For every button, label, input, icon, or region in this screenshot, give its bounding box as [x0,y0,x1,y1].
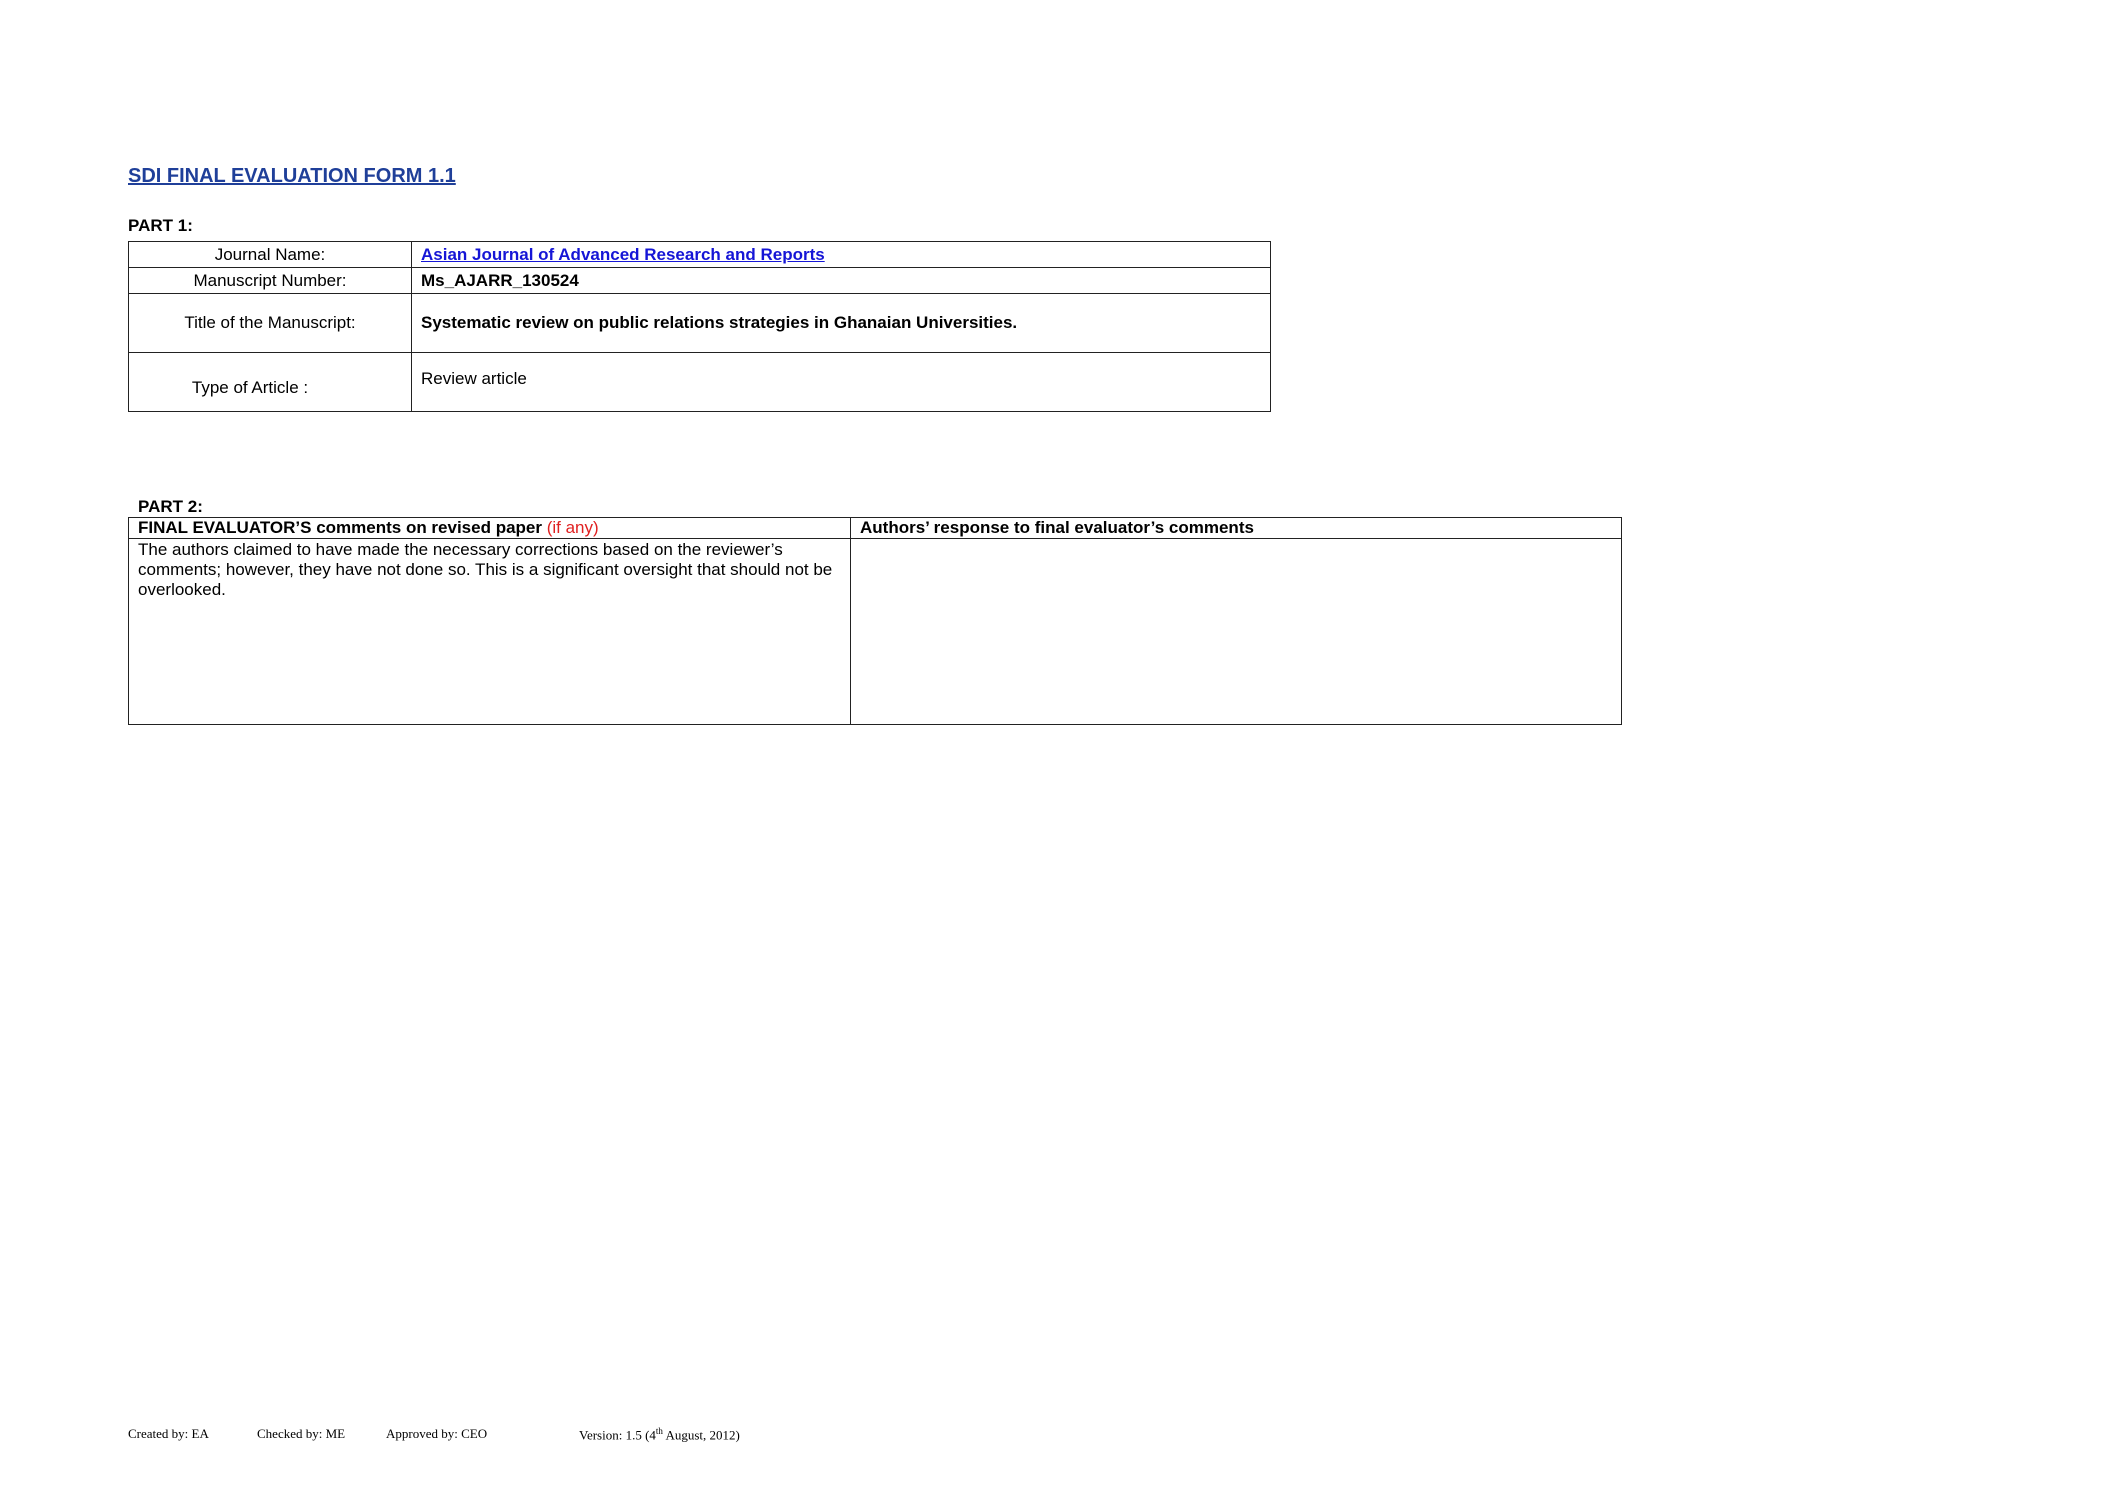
version-suffix: August, 2012) [662,1427,740,1443]
article-type-value: Review article [421,369,527,388]
part2-heading: PART 2: [138,497,203,516]
footer-approved-by: Approved by: CEO [386,1426,488,1441]
comments-body-row [129,539,1622,725]
authors-response-field[interactable] [851,539,1622,725]
manuscript-number-value: Ms_AJARR_130524 [412,268,1271,294]
manuscript-number-label: Manuscript Number: [129,268,412,294]
evaluator-comments-header-text: FINAL EVALUATOR’S comments on revised paper [138,518,547,537]
evaluator-comment-text: The authors claimed to have made the necessary corrections based on the reviewer’s comments; however, they have not done so. This is a significant oversight that should not be overlooked. [129,539,851,725]
version-superscript: th [655,1426,663,1436]
form-title: SDI FINAL EVALUATION FORM 1.1 [128,165,456,187]
manuscript-number-row [129,268,1271,294]
manuscript-title-row [129,294,1271,353]
comments-header-row [129,518,1622,539]
footer-created-by: Created by: EA [128,1426,209,1441]
article-type-row [129,353,1271,412]
footer-checked-by: Checked by: ME [257,1426,346,1441]
journal-name-cell [412,242,1271,268]
authors-response-header: Authors’ response to final evaluator’s comments [851,518,1622,539]
footer-version [579,1426,740,1443]
manuscript-info-table [128,241,1271,412]
journal-name-link[interactable]: Asian Journal of Advanced Research and Reports [421,244,825,264]
journal-name-row [129,242,1271,268]
manuscript-title-value: Systematic review on public relations strategies in Ghanaian Universities. [412,294,1271,353]
journal-name-label: Journal Name: [129,242,412,268]
part1-heading: PART 1: [128,216,193,235]
article-type-value-cell [412,353,1271,412]
article-type-label-cell [129,353,412,412]
manuscript-title-label: Title of the Manuscript: [129,294,412,353]
evaluation-comments-table [128,517,1622,725]
article-type-label: Type of Article : [191,378,309,397]
version-prefix: Version: 1.5 (4 [579,1427,656,1443]
evaluator-comments-header [129,518,851,539]
if-any-note: (if any) [546,518,599,537]
